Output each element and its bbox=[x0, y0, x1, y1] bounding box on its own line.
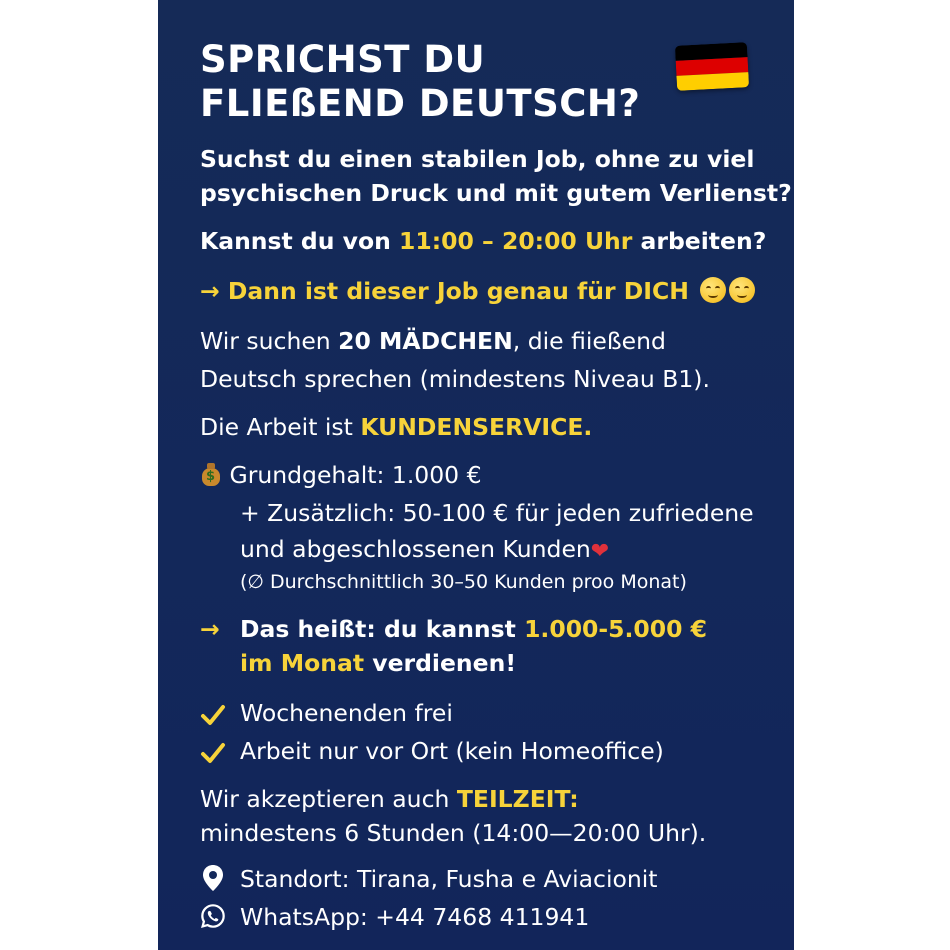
flushed-face-icon bbox=[729, 277, 755, 303]
search-count: 20 MÄDCHEN bbox=[338, 327, 513, 355]
hours-line bbox=[200, 224, 766, 258]
earn-line-1 bbox=[200, 612, 707, 646]
whatsapp-icon bbox=[200, 902, 226, 930]
location-pin-icon bbox=[200, 864, 226, 892]
hours-time: 11:00 – 20:00 Uhr bbox=[399, 227, 633, 255]
salary-note: (∅ Durchschnittlich 30–50 Kunden proo Monat) bbox=[240, 571, 687, 593]
work-type: KUNDENSERVICE. bbox=[360, 413, 593, 441]
red-heart-icon: ❤ bbox=[590, 539, 610, 564]
search-pre: Wir suchen bbox=[200, 327, 339, 355]
parttime-pre: Wir akzeptieren auch bbox=[200, 785, 457, 813]
salary-base: Grundgehalt: 1.000 € bbox=[229, 461, 482, 489]
hours-pre: Kannst du von bbox=[200, 227, 400, 255]
parttime-line-2: mindestens 6 Stunden (14:00—20:00 Uhr). bbox=[200, 819, 707, 847]
germany-flag-icon bbox=[675, 42, 749, 91]
location-text: Standort: Tirana, Fusha e Aviacionit bbox=[240, 865, 658, 893]
work-line bbox=[200, 410, 592, 444]
hours-post: arbeiten? bbox=[632, 227, 767, 255]
cta-text: → Dann ist dieser Job genau für DICH bbox=[200, 277, 689, 305]
earn-period: im Monat bbox=[240, 649, 365, 677]
salary-bonus-text: und abgeschlossenen Kunden bbox=[240, 535, 591, 563]
benefit-2: Arbeit nur vor Ort (kein Homeoffice) bbox=[240, 737, 664, 765]
intro-line-2: psychischen Druck und mit gutem Verlienst? bbox=[200, 179, 792, 207]
salary-base-line bbox=[200, 458, 482, 492]
parttime-line-1 bbox=[200, 782, 579, 816]
intro-line-1: Suchst du einen stabilen Job, ohne zu viel bbox=[200, 145, 755, 173]
search-line-2: Deutsch sprechen (mindestens Niveau B1). bbox=[200, 365, 710, 393]
arrow-icon: → bbox=[200, 615, 220, 643]
salary-bonus-line-1: + Zusätzlich: 50-100 € für jeden zufriedene bbox=[240, 499, 754, 527]
search-post: , die fiießend bbox=[512, 327, 666, 355]
whatsapp-text: WhatsApp: +44 7468 411941 bbox=[240, 903, 590, 931]
cta-line bbox=[200, 274, 755, 308]
work-pre: Die Arbeit ist bbox=[200, 413, 361, 441]
earn-line-2 bbox=[240, 646, 516, 680]
salary-bonus-line-2 bbox=[240, 532, 609, 569]
flushed-face-icon bbox=[700, 277, 726, 303]
job-poster bbox=[158, 0, 794, 950]
earn-amount: 1.000-5.000 € bbox=[524, 615, 708, 643]
earn-pre: Das heißt: du kannst bbox=[240, 615, 525, 643]
benefit-1: Wochenenden frei bbox=[240, 699, 453, 727]
title-line-1: SPRICHST DU bbox=[200, 38, 486, 81]
money-bag-icon bbox=[200, 462, 222, 486]
title-line-2: FLIEßEND DEUTSCH? bbox=[200, 82, 641, 125]
check-mark-icon bbox=[200, 702, 226, 728]
earn-post: verdienen! bbox=[364, 649, 517, 677]
search-line-1 bbox=[200, 324, 666, 358]
parttime-word: TEILZEIT: bbox=[456, 785, 579, 813]
check-mark-icon bbox=[200, 740, 226, 766]
